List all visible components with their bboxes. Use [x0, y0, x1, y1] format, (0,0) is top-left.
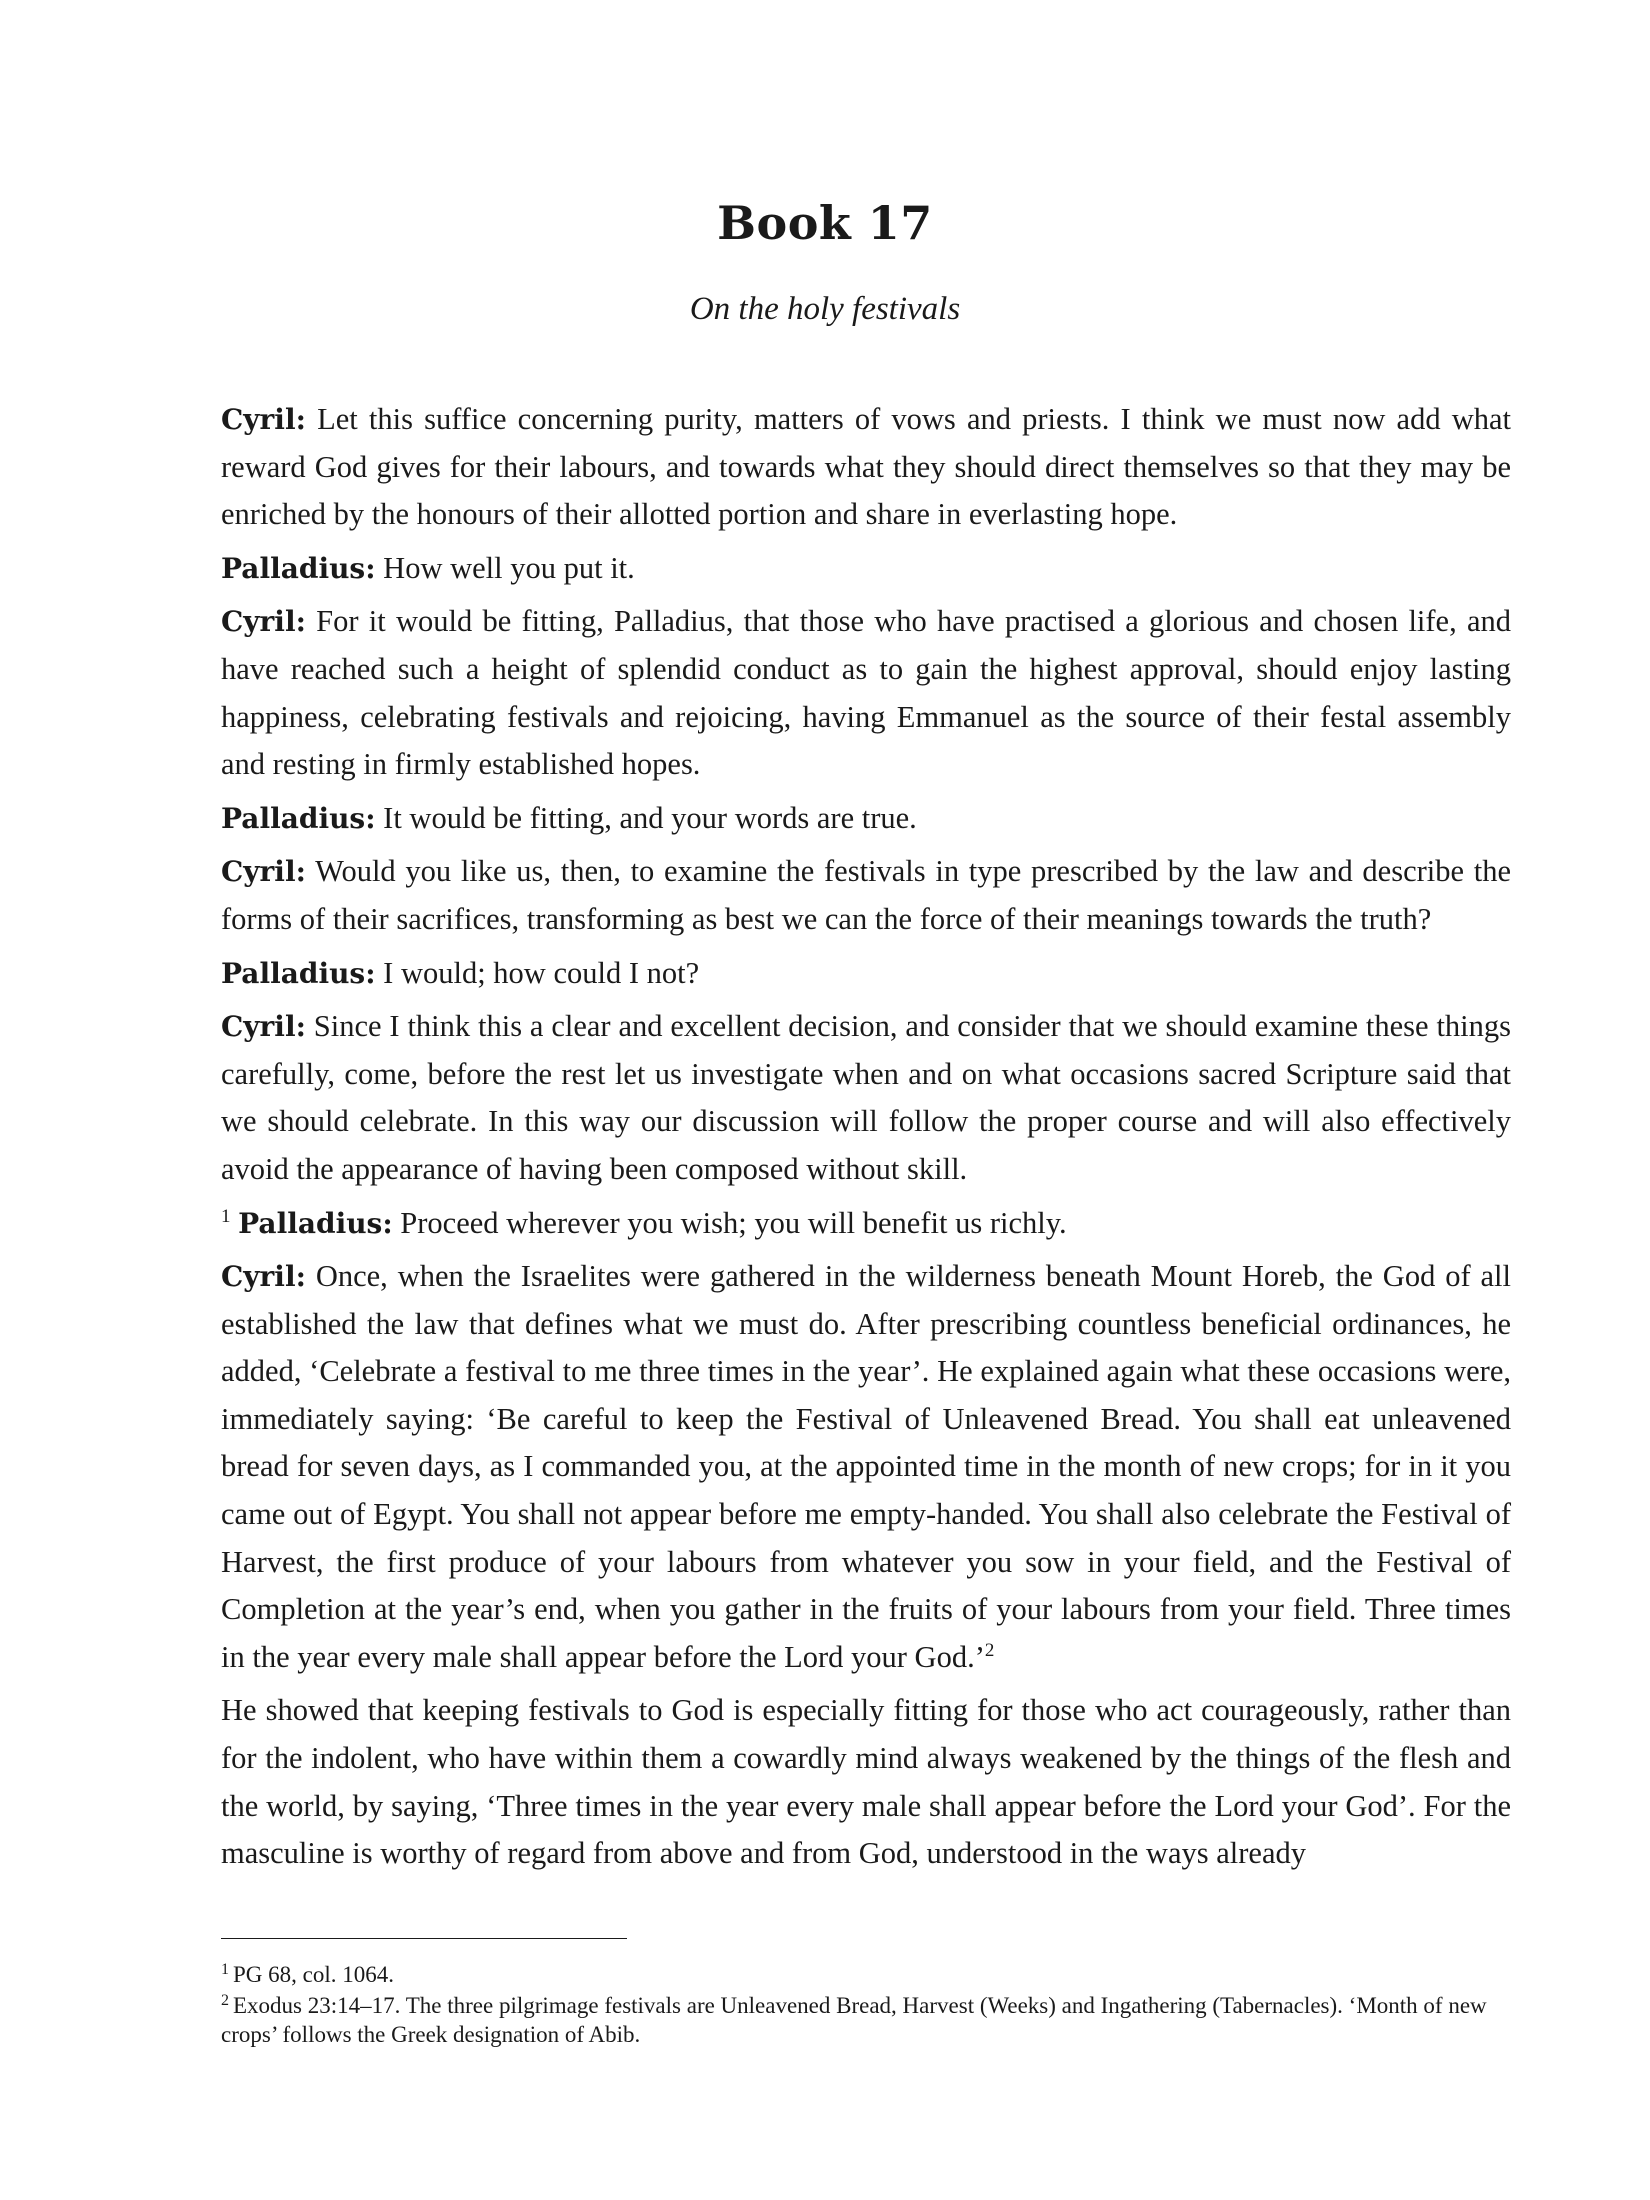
- speaker-label: Cyril:: [221, 605, 306, 639]
- speech-text: Proceed wherever you wish; you will benefit us richly.: [400, 1205, 1067, 1240]
- speech-text: How well you put it.: [383, 550, 635, 585]
- speech-text: Would you like us, then, to examine the festivals in type prescribed by the law and describe the forms of their sacrifices, transforming as best we can the force of their meanings towards the truth?: [221, 854, 1511, 936]
- footnote-text: Exodus 23:14–17. The three pilgrimage festivals are Unleavened Bread, Harvest (Weeks) and Ingathering (Tabernacles). ‘Month of new crops’ follows the Greek designation of Abib.: [221, 1993, 1487, 2047]
- book-title: Book 17: [717, 196, 933, 250]
- dialogue-paragraph: [221, 950, 1511, 998]
- speech-text: It would be fitting, and your words are true.: [383, 800, 917, 835]
- dialogue-paragraph: [221, 598, 1511, 788]
- speaker-label: Cyril:: [221, 403, 306, 436]
- speaker-label: Palladius:: [221, 956, 376, 990]
- footnote-divider: [221, 1938, 627, 1939]
- speaker-label: Cyril:: [221, 1010, 306, 1044]
- speaker-label: Palladius:: [221, 551, 376, 585]
- dialogue-paragraph: [221, 1003, 1511, 1193]
- column-marker: 1: [221, 1205, 231, 1227]
- speaker-label: Cyril:: [221, 855, 306, 889]
- dialogue-body: [221, 396, 1511, 1884]
- footnote-number: 2: [221, 1992, 229, 2009]
- book-subtitle: On the holy festivals: [689, 291, 961, 327]
- speech-text: Since I think this a clear and excellent decision, and consider that we should examine these things carefully, come, before the rest let us investigate when and on what occasions sacred Scripture said that we should celebrate. In this way our discussion will follow the proper course and will also effectively avoid the appearance of having been composed without skill.: [221, 1009, 1512, 1186]
- footnotes: [221, 1960, 1511, 2051]
- continuation-paragraph: He showed that keeping festivals to God is especially fitting for those who act courageously, rather than for the indolent, who have within them a cowardly mind always weakened by the things of the flesh and the world, by saying, ‘Three times in the year every male shall appear before the Lord your God’. For the masculine is worthy of regard from above and from God, understood in the ways already: [221, 1693, 1511, 1871]
- dialogue-paragraph: [221, 848, 1511, 943]
- speaker-label: Palladius:: [238, 1206, 393, 1240]
- dialogue-paragraph: [221, 1200, 1511, 1248]
- footnote-reference[interactable]: 2: [984, 1639, 995, 1661]
- footnote: [221, 1991, 1511, 2049]
- dialogue-paragraph: [221, 1253, 1511, 1681]
- speech-text: For it would be fitting, Palladius, that those who have practised a glorious and chosen life, and have reached such a height of splendid conduct as to gain the highest approval, should enjoy lasting happiness, celebrating festivals and rejoicing, having Emmanuel as the source of their festal assembly and resting in firmly established hopes.: [221, 604, 1511, 782]
- footnote: [221, 1960, 1511, 1989]
- speech-text: I would; how could I not?: [383, 955, 700, 990]
- dialogue-paragraph: [221, 545, 1511, 593]
- dialogue-paragraph: [221, 396, 1511, 539]
- speech-text: Let this suffice concerning purity, matters of vows and priests. I think we must now add what reward God gives for their labours, and towards what they should direct themselves so that they may be enriched by the honours of their allotted portion and share in everlasting hope.: [221, 402, 1512, 532]
- speaker-label: Cyril:: [221, 1260, 306, 1294]
- speaker-label: Palladius:: [221, 801, 376, 835]
- dialogue-paragraph: [221, 795, 1511, 843]
- speech-text: Once, when the Israelites were gathered in the wilderness beneath Mount Horeb, the God of all established the law that defines what we must do. After prescribing countless beneficial ordinances, he added, ‘Celebrate a festival to me three times in the year’. He explained again what these occasions were, immediately saying: ‘Be careful to keep the Festival of Unleavened Bread. You shall eat unleavened bread for seven days, as I commanded you, at the appointed time in the month of new crops; for in it you came out of Egypt. You shall not appear before me empty-handed. You shall also celebrate the Festival of Harvest, the first produce of your labours from whatever you sow in your field, and the Festival of Completion at the year’s end, when you gather in the fruits of your labours from your field. Three times in the year every male shall appear before the Lord your God.’: [221, 1259, 1512, 1674]
- footnote-text: PG 68, col. 1064.: [233, 1962, 394, 1987]
- footnote-number: 1: [221, 1961, 229, 1978]
